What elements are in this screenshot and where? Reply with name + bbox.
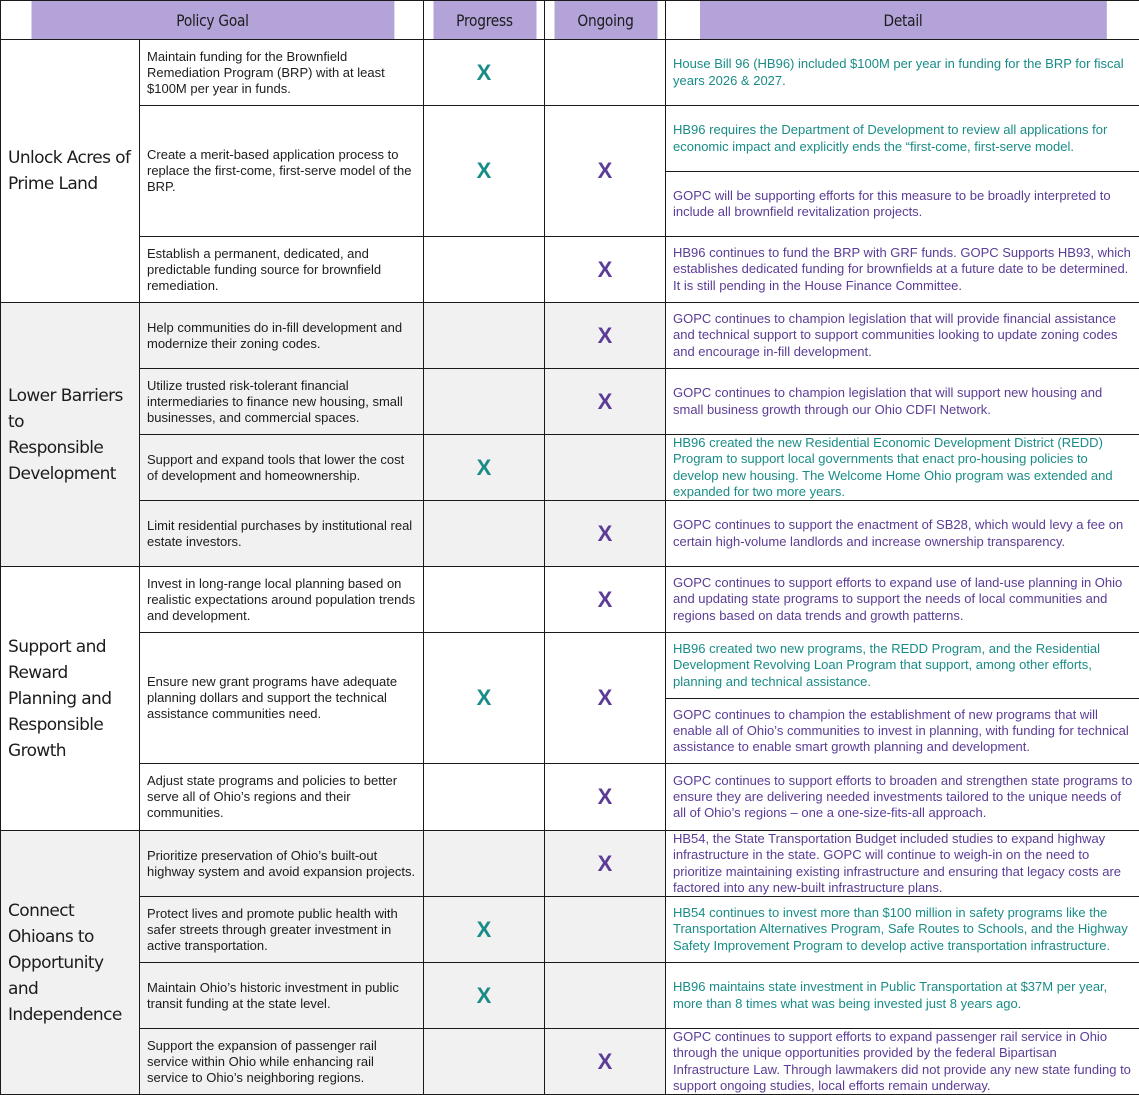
category-label-line: Opportunity and [8, 950, 136, 1002]
ongoing-mark: X [598, 784, 613, 809]
ongoing-cell [545, 1029, 666, 1095]
progress-cell [424, 1029, 545, 1095]
category-cell [1, 40, 140, 303]
detail-text: HB54, the State Transportation Budget included studies to expand highway infrastructure in the state. GOPC will continue to weigh-in on the need to prioritize maintaining existing infrastructure and ensuring that legacy costs are factored into any new-built infrastructure plans. [666, 831, 1139, 896]
table-row [1, 501, 1139, 567]
category-label-line: Responsible [8, 435, 136, 461]
detail-text: HB96 maintains state investment in Public Transportation at $37M per year, more than 8 times what was being invested just 8 years ago. [666, 963, 1139, 1028]
detail-text: GOPC will be supporting efforts for this measure to be broadly interpreted to include all brownfield revitalization projects. [666, 171, 1139, 236]
category-label-line: Unlock Acres of [8, 145, 136, 171]
table-row [1, 435, 1139, 501]
detail-cell [666, 106, 1139, 237]
detail-cell [666, 237, 1139, 303]
policy-goal-cell: Ensure new grant programs have adequate planning dollars and support the technical assistance communities need. [140, 633, 424, 764]
policy-goal-cell: Support the expansion of passenger rail service within Ohio while enhancing rail service to Ohio’s neighboring regions. [140, 1029, 424, 1095]
progress-cell [424, 764, 545, 831]
ongoing-cell [545, 369, 666, 435]
ongoing-cell [545, 501, 666, 567]
table-row [1, 897, 1139, 963]
ongoing-mark: X [598, 587, 613, 612]
table-row [1, 963, 1139, 1029]
ongoing-mark: X [598, 257, 613, 282]
detail-text: HB96 continues to fund the BRP with GRF funds. GOPC Supports HB93, which establishes dedicated funding for brownfields at a future date to be determined. It is still pending in the House Finance Committee. [666, 237, 1139, 302]
policy-goal-cell: Create a merit-based application process to replace the first-come, first-serve model of the BRP. [140, 106, 424, 237]
detail-cell [666, 633, 1139, 764]
progress-mark: X [477, 60, 492, 85]
detail-text: HB96 created two new programs, the REDD Program, and the Residential Development Revolving Loan Program that support, among other efforts, planning and technical assistance. [666, 633, 1139, 698]
category-label-line: Independence [8, 1002, 136, 1028]
policy-goal-cell: Invest in long-range local planning based on realistic expectations around population trends and development. [140, 567, 424, 633]
category-label-line: Responsible Growth [8, 712, 136, 764]
header-detail: Detail [699, 1, 1107, 40]
detail-cell [666, 567, 1139, 633]
progress-cell [424, 435, 545, 501]
policy-goal-cell: Adjust state programs and policies to better serve all of Ohio’s regions and their communities. [140, 764, 424, 831]
category-label-line: Planning and [8, 686, 136, 712]
category-label-line: Connect Ohioans to [8, 898, 136, 950]
detail-text: HB96 created the new Residential Economic Development District (REDD) Program to support local governments that enact pro-housing policies to develop new housing. The Welcome Home Ohio program was extended and expanded for two more years. [666, 435, 1139, 500]
detail-cell [666, 435, 1139, 501]
table-row [1, 764, 1139, 831]
ongoing-cell [545, 40, 666, 106]
ongoing-mark: X [598, 851, 613, 876]
progress-mark: X [477, 455, 492, 480]
detail-cell [666, 764, 1139, 831]
table-row [1, 106, 1139, 237]
detail-text: GOPC continues to champion legislation that will support new housing and small business growth through our Ohio CDFI Network. [666, 369, 1139, 434]
table-row [1, 1029, 1139, 1095]
category-label-line: Prime Land [8, 171, 136, 197]
ongoing-cell [545, 831, 666, 897]
ongoing-cell [545, 633, 666, 764]
category-label-line: Development [8, 461, 136, 487]
detail-cell [666, 831, 1139, 897]
category-cell [1, 831, 140, 1095]
ongoing-mark: X [598, 323, 613, 348]
policy-goal-cell: Support and expand tools that lower the cost of development and homeownership. [140, 435, 424, 501]
policy-goal-cell: Establish a permanent, dedicated, and predictable funding source for brownfield remediation. [140, 237, 424, 303]
progress-cell [424, 897, 545, 963]
progress-mark: X [477, 685, 492, 710]
detail-cell [666, 1029, 1139, 1095]
policy-goal-cell: Maintain Ohio’s historic investment in public transit funding at the state level. [140, 963, 424, 1029]
progress-cell [424, 369, 545, 435]
detail-cell [666, 303, 1139, 369]
table-row [1, 369, 1139, 435]
detail-text: House Bill 96 (HB96) included $100M per year in funding for the BRP for fiscal years 2026 & 2027. [666, 40, 1139, 105]
table-row [1, 633, 1139, 764]
table-row [1, 303, 1139, 369]
policy-goal-cell: Prioritize preservation of Ohio’s built-out highway system and avoid expansion projects. [140, 831, 424, 897]
detail-text: GOPC continues to support efforts to expand passenger rail service in Ohio through the unique opportunities provided by the federal Bipartisan Infrastructure Law. Through lawmakers did not provide any new state funding to support ongoing studies, local efforts remain underway. [666, 1029, 1139, 1094]
policy-goal-cell: Help communities do in-fill development and modernize their zoning codes. [140, 303, 424, 369]
ongoing-cell [545, 897, 666, 963]
ongoing-mark: X [598, 685, 613, 710]
table-row [1, 40, 1139, 106]
table-row [1, 831, 1139, 897]
detail-text: HB54 continues to invest more than $100 million in safety programs like the Transportation Alternatives Program, Safe Routes to Schools, and the Highway Safety Improvement Program to develop active transportation infrastructure. [666, 897, 1139, 962]
detail-text: GOPC continues to champion the establishment of new programs that will enable all of Ohio’s communities to invest in planning, with funding for technical assistance to enable smart growth planning and development. [666, 698, 1139, 763]
ongoing-cell [545, 106, 666, 237]
detail-text: GOPC continues to support efforts to expand use of land-use planning in Ohio and updating state programs to support the needs of local communities and regions based on data trends and growth patterns. [666, 567, 1139, 632]
ongoing-mark: X [598, 389, 613, 414]
ongoing-cell [545, 303, 666, 369]
detail-text: HB96 requires the Department of Development to review all applications for economic impact and explicitly ends the “first-come, first-serve model. [666, 106, 1139, 171]
progress-cell [424, 237, 545, 303]
ongoing-mark: X [598, 1049, 613, 1074]
table-row [1, 567, 1139, 633]
ongoing-mark: X [598, 158, 613, 183]
progress-cell [424, 567, 545, 633]
progress-cell [424, 40, 545, 106]
ongoing-cell [545, 237, 666, 303]
detail-cell [666, 963, 1139, 1029]
progress-cell [424, 303, 545, 369]
header-progress: Progress [432, 1, 536, 40]
detail-cell [666, 897, 1139, 963]
progress-cell [424, 633, 545, 764]
policy-goal-cell: Maintain funding for the Brownfield Remediation Program (BRP) with at least $100M per year in funds. [140, 40, 424, 106]
progress-cell [424, 831, 545, 897]
progress-cell [424, 501, 545, 567]
detail-text: GOPC continues to champion legislation that will provide financial assistance and technical support to support communities looking to update zoning codes and encourage in-fill development. [666, 303, 1139, 368]
ongoing-cell [545, 963, 666, 1029]
detail-text: GOPC continues to support efforts to broaden and strengthen state programs to ensure they are delivering needed investments tailored to the unique needs of all of Ohio’s regions – one a one-size-fits-all approach. [666, 764, 1139, 830]
ongoing-cell [545, 435, 666, 501]
progress-cell [424, 106, 545, 237]
progress-mark: X [477, 983, 492, 1008]
progress-cell [424, 963, 545, 1029]
detail-cell [666, 501, 1139, 567]
ongoing-cell [545, 764, 666, 831]
ongoing-cell [545, 567, 666, 633]
policy-goal-cell: Protect lives and promote public health with safer streets through greater investment in active transportation. [140, 897, 424, 963]
category-cell [1, 303, 140, 567]
header-row [1, 1, 1139, 40]
header-policy-goal: Policy Goal [30, 1, 394, 40]
header-ongoing: Ongoing [553, 1, 657, 40]
category-label-line: Support and Reward [8, 634, 136, 686]
category-cell [1, 567, 140, 831]
progress-mark: X [477, 917, 492, 942]
progress-mark: X [477, 158, 492, 183]
ongoing-mark: X [598, 521, 613, 546]
category-label-line: Lower Barriers to [8, 383, 136, 435]
detail-cell [666, 40, 1139, 106]
detail-cell [666, 369, 1139, 435]
policy-goal-cell: Limit residential purchases by institutional real estate investors. [140, 501, 424, 567]
table-row [1, 237, 1139, 303]
policy-goal-cell: Utilize trusted risk-tolerant financial intermediaries to finance new housing, small businesses, and commercial spaces. [140, 369, 424, 435]
detail-text: GOPC continues to support the enactment of SB28, which would levy a fee on certain high-volume landlords and increase ownership transparency. [666, 501, 1139, 566]
